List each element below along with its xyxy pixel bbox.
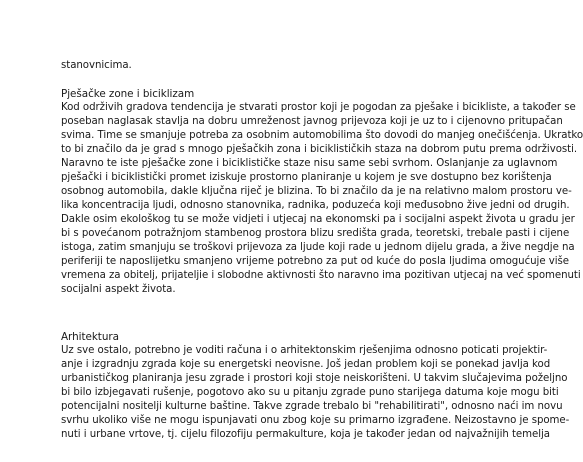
paragraph-line: bi s povećanom potražnjom stambenog prostora blizu središta grada, teoretski, trebale pasti i cijene <box>61 228 570 239</box>
paragraph-line: bi bilo izbjegavati rušenje, pogotovo ako su u pitanju zgrade puno starijega datuma koje mogu biti <box>61 387 559 398</box>
paragraph-line: poseban naglasak stavlja na dobru umreženost javnog prijevoza koji je uz to i cijenovno pritupačan <box>61 116 563 127</box>
paragraph-line: socijalni aspekt života. <box>61 284 176 295</box>
paragraph-line: Naravno te iste pješačke zone i biciklističke staze nisu same sebi svrhom. Oslanjanje za uglavnom <box>61 158 558 169</box>
paragraph-line: Uz sve ostalo, potrebno je voditi računa i o arhitektonskim rješenjima odnosno poticati projektir- <box>61 345 548 356</box>
paragraph-line: osobnog automobila, dakle ključna riječ je blizina. To bi značilo da je na relativno malom prostoru ve- <box>61 186 572 197</box>
paragraph-line: pješački i biciklistički promet iziskuje prostorno planiranje u kojem je sve dostupno bez korištenja <box>61 172 552 183</box>
paragraph-line: svima. Time se smanjuje potreba za osobnim automobilima što dovodi do manjeg onečišćenja. Ukratko <box>61 130 583 141</box>
paragraph-line: svrhu ukoliko više ne mogu ispunjavati onu zbog koje su primarno izgrađene. Neizostavno je spome- <box>61 415 570 426</box>
section-heading-arhitektura: Arhitektura <box>61 331 119 343</box>
paragraph-line: istoga, zatim smanjuju se troškovi prijevoza za ljude koji rade u jednom dijelu grada, a žive negdje na <box>61 242 575 253</box>
paragraph-line: periferiji te naposlijetku smanjeno vrijeme potrebno za put od kuće do posla ljudima omogućuje više <box>61 256 569 267</box>
paragraph-line: anje i izgradnju zgrada koje su energetski neovisne. Još jedan problem koji se ponekad javlja kod <box>61 359 551 370</box>
paragraph-line: urbanističkog planiranja jesu zgrade i prostori koji stoje neiskorišteni. U takvim slučajevima poželjno <box>61 373 568 384</box>
paragraph-line: potencijalni nositelji kulturne baštine. Takve zgrade trebalo bi "rehabilitirati", odnosno naći im novu <box>61 401 563 412</box>
paragraph-line: Kod održivih gradova tendencija je stvarati prostor koji je pogodan za pješake i bicikliste, a također se <box>61 102 576 113</box>
paragraph-line: vremena za obitelj, prijateljie i slobodne aktivnosti što naravno ima pozitivan utjecaj na već spomenuti <box>61 270 581 281</box>
paragraph-line: lika koncentracija ljudi, odnosno stanovnika, radnika, poduzeća koji međusobno žive jedni od drugih. <box>61 200 570 211</box>
paragraph-line: nuti i urbane vrtove, tj. cijelu filozofiju permakulture, koja je također jedan od najvažnijih temelja <box>61 429 550 440</box>
paragraph-fragment: stanovnicima. <box>61 60 132 71</box>
paragraph-line: to bi značilo da je grad s mnogo pješačkih zona i biciklističkih staza na dobrom putu prema održivosti. <box>61 144 578 155</box>
paragraph-line: Dakle osim ekološkog tu se može vidjeti i utjecaj na ekonomski pa i socijalni aspekt života u gradu jer <box>61 214 575 225</box>
section-heading-pjesacke-zone: Pješačke zone i biciklizam <box>61 88 195 100</box>
